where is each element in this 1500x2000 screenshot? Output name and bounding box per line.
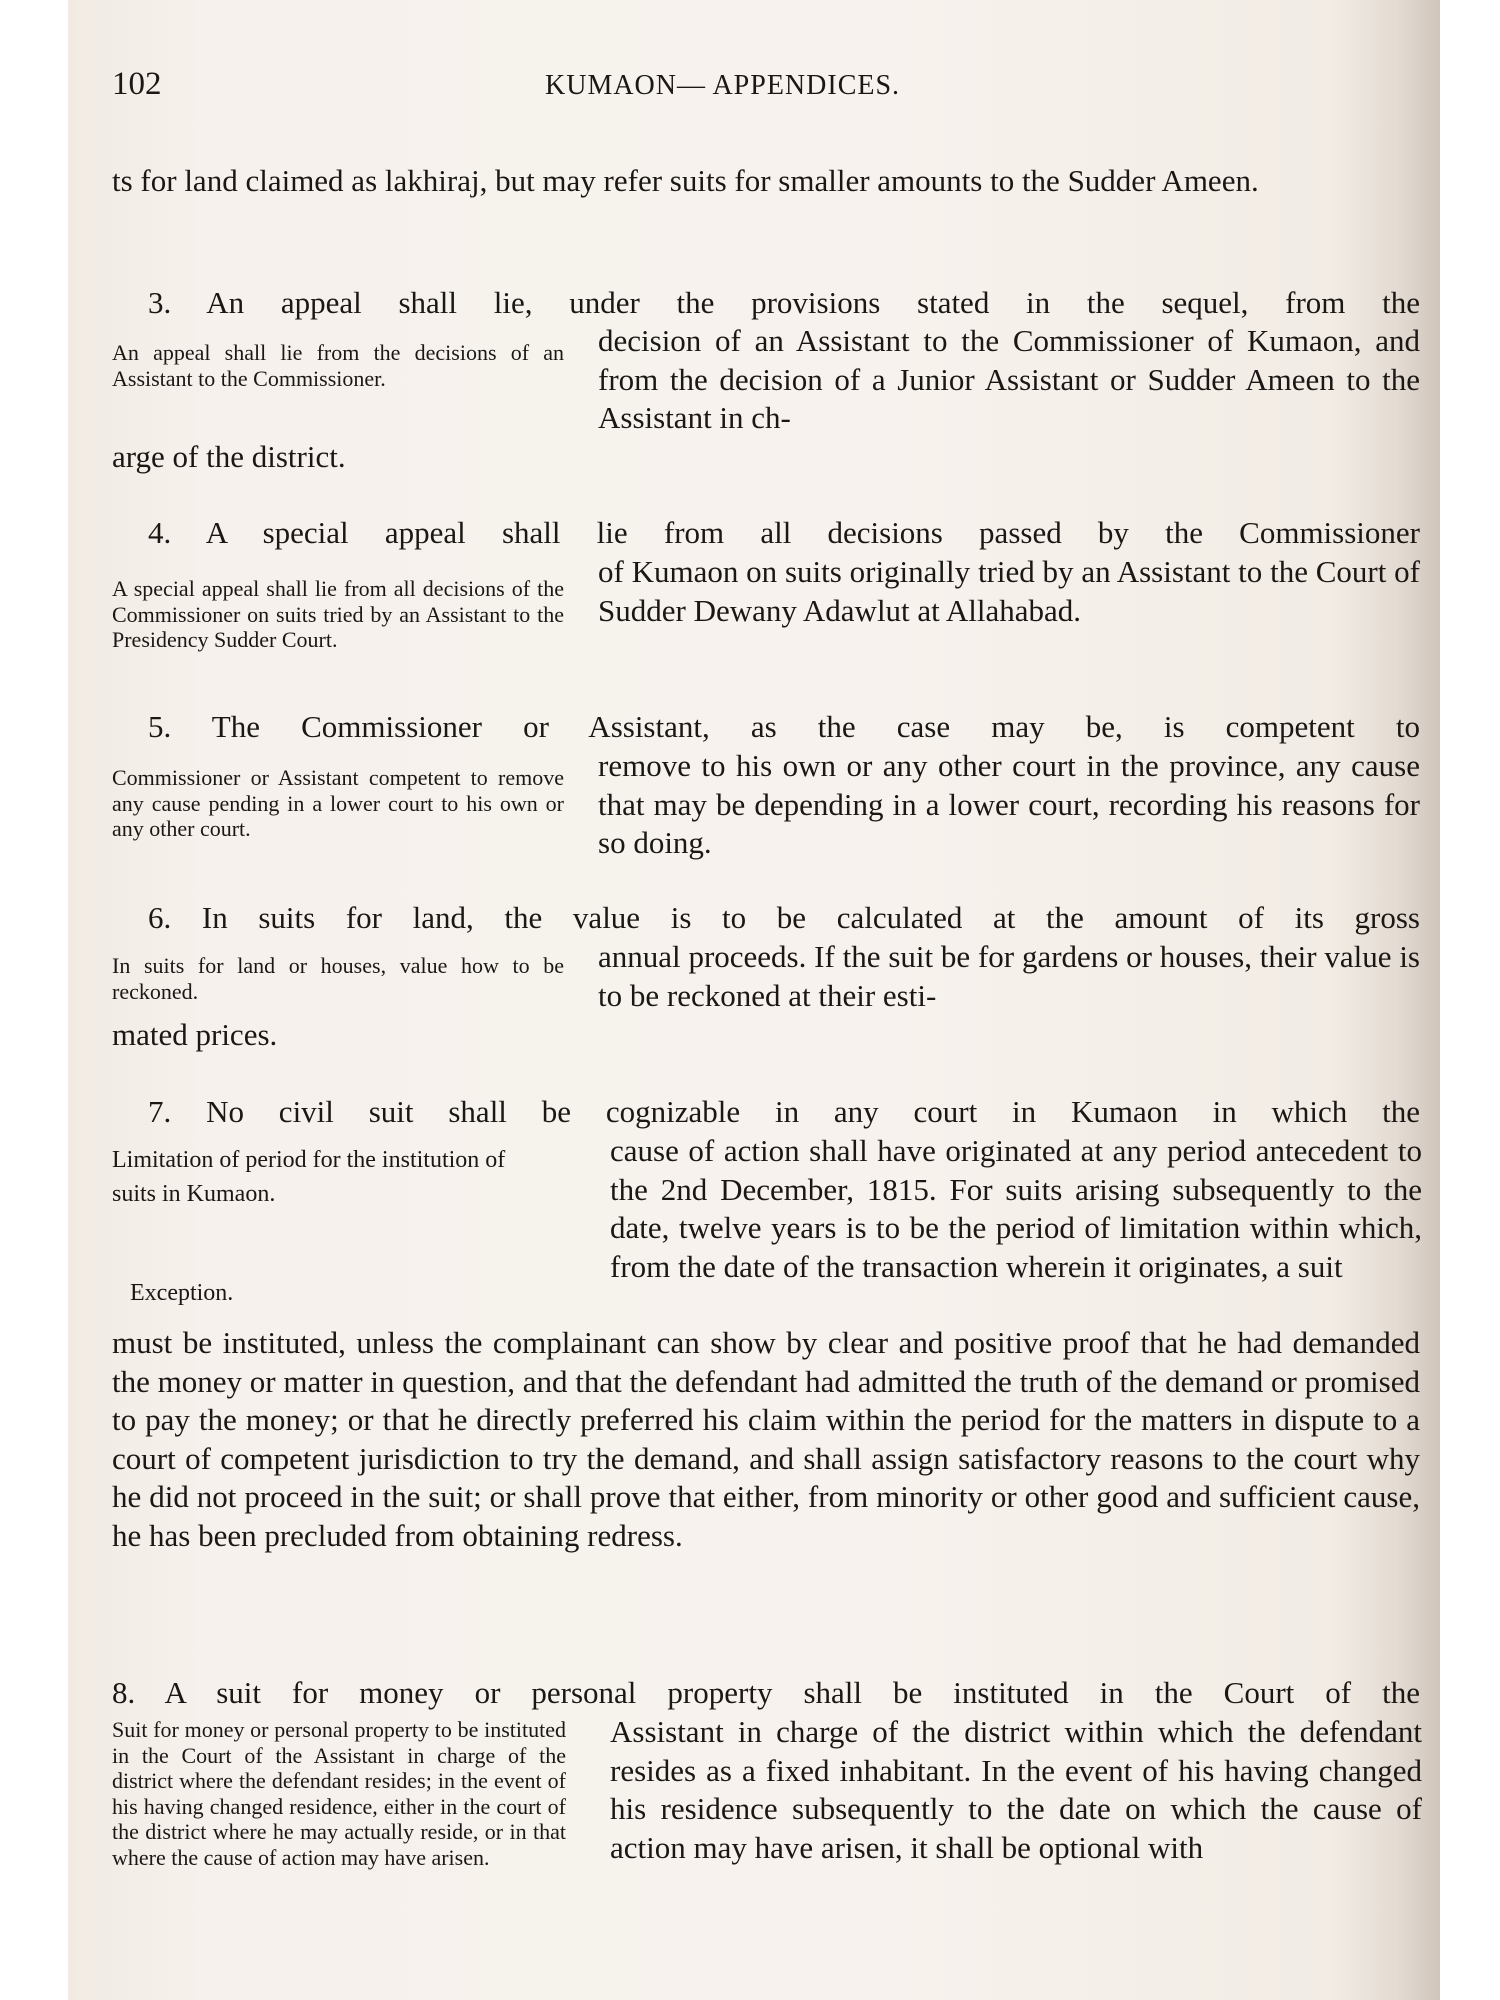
running-title: KUMAON— APPENDICES. bbox=[545, 70, 901, 101]
section-5-body: remove to his own or any other court in the province, any cause that may be depending in a lower court, recording his reasons for so doing. bbox=[598, 748, 1420, 861]
section-3-tail: arge of the district. bbox=[112, 439, 346, 474]
section-3-lead: 3. An appeal shall lie, under the provisions stated in the sequel, from the bbox=[148, 285, 1420, 320]
section-6-tail: mated prices. bbox=[112, 1017, 278, 1052]
margin-note-4: A special appeal shall lie from all decisions of the Commissioner on suits tried by an Assistant to the Presidency Sudder Court. bbox=[112, 576, 564, 652]
section-6-body: annual proceeds. If the suit be for gardens or houses, their value is to be reckoned at their esti- bbox=[598, 939, 1420, 1013]
section-8-lead: 8. A suit for money or personal property shall be instituted in the Court of the bbox=[112, 1675, 1420, 1710]
margin-note-3: An appeal shall lie from the decisions of an Assistant to the Commissioner. bbox=[112, 340, 564, 391]
margin-note-6: In suits for land or houses, value how to be reckoned. bbox=[112, 953, 564, 1004]
section-4-lead: 4. A special appeal shall lie from all decisions passed by the Commissioner bbox=[148, 515, 1420, 550]
section-6-lead: 6. In suits for land, the value is to be calculated at the amount of its gross bbox=[148, 900, 1420, 935]
section-3-body: decision of an Assistant to the Commissioner of Kumaon, and from the decision of a Junior Assistant or Sudder Ameen to the Assistant in ch- bbox=[598, 323, 1420, 436]
margin-note-7-exception: Exception. bbox=[130, 1280, 234, 1306]
section-7-tail: must be instituted, unless the complainant can show by clear and positive proof that he had demanded the money or matter in question, and that the defendant had admitted the truth of the demand or promised to pay the money; or that he directly preferred his claim within the period for the matters in dispute to a court of competent jurisdiction to try the demand, and shall assign satisfactory reasons to the court why he did not proceed in the suit; or shall prove that either, from minority or other good and sufficient cause, he has been precluded from obtaining redress. bbox=[112, 1325, 1420, 1553]
page-number: 102 bbox=[112, 66, 162, 102]
margin-note-5: Commissioner or Assistant competent to remove any cause pending in a lower court to his own or any other court. bbox=[112, 765, 564, 841]
section-8-body: Assistant in charge of the district within which the defendant resides as a fixed inhabitant. In the event of his having changed his residence subsequently to the date on which the cause of action may have arisen, it shall be optional with bbox=[610, 1714, 1422, 1865]
paragraph-continuation: ts for land claimed as lakhiraj, but may refer suits for smaller amounts to the Sudder Ameen. bbox=[112, 163, 1259, 198]
section-5-lead: 5. The Commissioner or Assistant, as the case may be, is competent to bbox=[148, 709, 1420, 744]
margin-note-8: Suit for money or personal property to be instituted in the Court of the Assistant in charge of the district where the defendant resides; in the event of his having changed residence, either in the court of the district where he may actually reside, or in that where the cause of action may have arisen. bbox=[112, 1717, 566, 1870]
section-7-lead: 7. No civil suit shall be cognizable in any court in Kumaon in which the bbox=[148, 1094, 1420, 1129]
margin-note-7: Limitation of period for the institution of suits in Kumaon. bbox=[112, 1147, 506, 1207]
section-7-body: cause of action shall have originated at any period antecedent to the 2nd December, 1815. For suits arising subsequently to the date, twelve years is to be the period of limitation within which, from the date of the transaction wherein it originates, a suit bbox=[610, 1133, 1422, 1284]
section-4-body: of Kumaon on suits originally tried by an Assistant to the Court of Sudder Dewany Adawlut at Allahabad. bbox=[598, 554, 1420, 628]
